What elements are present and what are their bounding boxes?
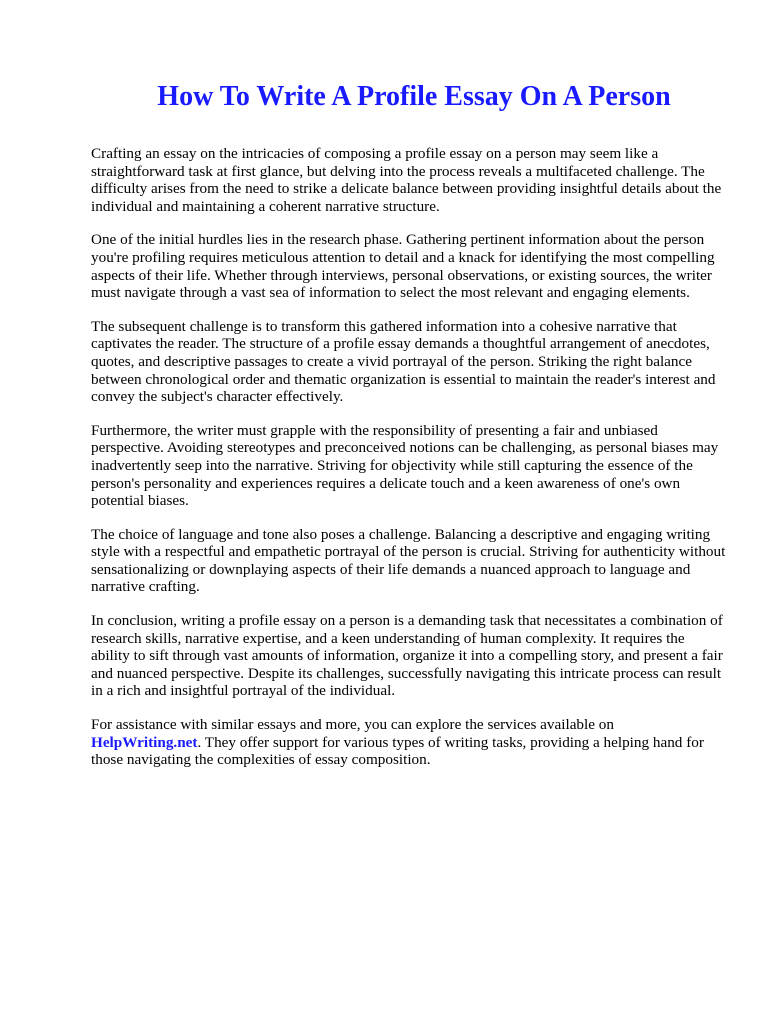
closing-text-after-link: . They offer support for various types of writing tasks, providing a helping hand for those navigating the complexities of essay composition. xyxy=(91,733,704,769)
helpwriting-link[interactable]: HelpWriting.net xyxy=(91,733,198,751)
paragraph-5: The choice of language and tone also poses a challenge. Balancing a descriptive and engaging writing style with a respectful and empathetic portrayal of the person is crucial. Striving for authenticity without sensationalizing or downplaying aspects of their life demands a nuanced approach to language and narrative crafting. xyxy=(91,525,726,596)
closing-text-before-link: For assistance with similar essays and more, you can explore the services available on xyxy=(91,716,614,734)
paragraph-2: One of the initial hurdles lies in the research phase. Gathering pertinent information about the person you're profiling requires meticulous attention to detail and a knack for identifying the most compelling aspects of their life. Whether through interviews, personal observations, or existing sources, the writer must navigate through a vast sea of information to select the most relevant and engaging elements. xyxy=(91,231,715,302)
paragraph-6: In conclusion, writing a profile essay on a person is a demanding task that necessitates a combination of research skills, narrative expertise, and a keen understanding of human complexity. It requires the ability to sift through vast amounts of information, organize it into a compelling story, and present a fair and nuanced perspective. Despite its challenges, successfully navigating this intricate process can result in a rich and insightful portrayal of the individual. xyxy=(91,612,723,700)
paragraph-1: Crafting an essay on the intricacies of composing a profile essay on a person may seem like a straightforward task at first glance, but delving into the process reveals a multifaceted challenge. The difficulty arises from the need to strike a delicate balance between providing insightful details about the individual and maintaining a coherent narrative structure. xyxy=(91,145,722,215)
document-title: How To Write A Profile Essay On A Person xyxy=(157,81,671,112)
paragraph-4: Furthermore, the writer must grapple with the responsibility of presenting a fair and unbiased perspective. Avoiding stereotypes and preconceived notions can be challenging, as personal biases may inadvertently seep into the narrative. Striving for objectivity while still capturing the essence of the person's personality and experiences requires a delicate touch and a keen awareness of one's own potential biases. xyxy=(91,421,719,510)
closing-paragraph xyxy=(91,716,727,769)
document-body xyxy=(91,145,727,785)
paragraph-3: The subsequent challenge is to transform this gathered information into a cohesive narrative that captivates the reader. The structure of a profile essay demands a thoughtful arrangement of anecdotes, quotes, and descriptive passages to create a vivid portrayal of the person. Striking the right balance between chronological order and thematic organization is essential to maintain the reader's interest and convey the subject's character effectively. xyxy=(91,317,716,406)
